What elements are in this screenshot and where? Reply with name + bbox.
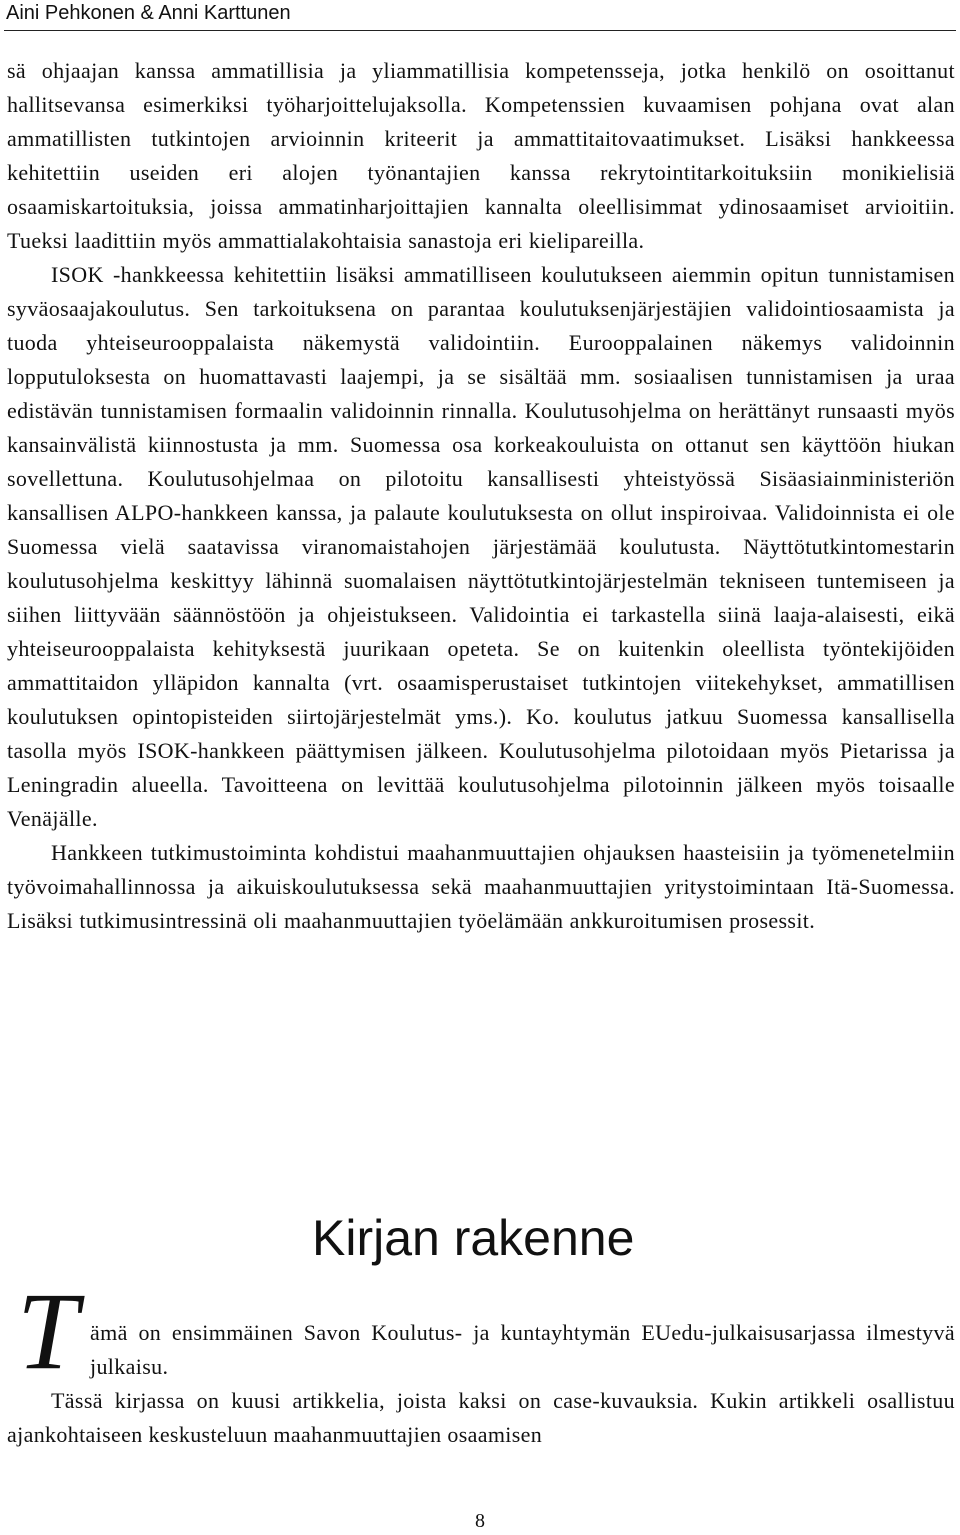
paragraph-1: sä ohjaajan kanssa ammatillisia ja yliammatillisia kompetensseja, jotka henkilö on osoittanut hallitsevansa esimerkiksi työharjoittelujaksolla. Kompetenssien kuvaamisen pohjana ovat alan ammatillisten tutkintojen arvioinnin kriteerit ja ammattitaitovaatimukset. Lisäksi hankkeessa kehitettiin useiden eri alojen työnantajien kanssa rekrytointitarkoituksiin monikielisiä osaamiskartoituksia, joissa ammatinharjoittajien kannalta oleellisimmat ydinosaamiset arvioitiin. Tueksi laadittiin myös ammattialakohtaisia sanastoja eri kielipareilla.	[7, 58, 955, 253]
paragraph-3: Hankkeen tutkimustoiminta kohdistui maahanmuuttajien ohjauksen haasteisiin ja työmenetelmiin työvoimahallinnossa ja aikuiskoulutuksessa sekä maahanmuuttajien yritystoimintaan Itä-Suomessa. Lisäksi tutkimusintressinä oli maahanmuuttajien työelämään ankkuroitumisen prosessit.	[7, 840, 955, 933]
section-heading: Kirjan rakenne	[312, 1210, 635, 1266]
paragraph-2: ISOK -hankkeessa kehitettiin lisäksi ammatilliseen koulutukseen aiemmin opitun tunnistamisen syväosaajakoulutus. Sen tarkoituksena on parantaa koulutuksenjärjestäjien validointiosaamista ja tuoda yhteiseurooppalaista näkemystä validointiin. Eurooppalainen näkemys validoinnin lopputuloksesta on huomattavasti laajempi, ja se sisältää mm. sosiaalisen tunnistamisen ja uraa edistävän tunnistamisen formaalin validoinnin rinnalla. Koulutusohjelma on herättänyt runsaasti myös kansainvälistä kiinnostusta ja mm. Suomessa osa korkeakouluista on ottanut sen käyttöön hiukan sovellettuna. Koulutusohjelmaa on pilotoitu kansallisesti yhteistyössä Sisäasiainministeriön kansallisen ALPO-hankkeen kanssa, ja palaute koulutuksesta on ollut inspiroivaa. Validoinnista ei ole Suomessa vielä saatavissa viranomaistahojen järjestämää koulutusta. Näyttötutkintomestarin koulutusohjelma keskittyy lähinnä suomalaisen näyttötutkintojärjestelmän tekniseen tuntemiseen ja siihen liittyvään säännöstöön ja ohjeistukseen. Validointia ei tarkastella siinä laaja-alaisesti, eikä yhteiseurooppalaista kehityksestä juurikaan opeteta. Se on kuitenkin oleellista työntekijöiden ammattitaidon ylläpidon kannalta (vrt. osaamisperustaiset tutkintojen viitekehykset, ammatillisen koulutuksen opintopisteiden siirtojärjestelmät yms.). Ko. koulutus jatkuu Suomessa kansallisella tasolla myös ISOK-hankkeen päättymisen jälkeen. Koulutusohjelma pilotoidaan myös Pietarissa ja Leningradin alueella. Tavoitteena on levittää koulutusohjelma pilotoinnin jälkeen myös toisaalle Venäjälle.	[7, 262, 955, 831]
page-number: 8	[475, 1510, 485, 1532]
running-header	[4, 0, 956, 31]
drop-cap-letter: T	[17, 1270, 79, 1392]
section-intro	[7, 1316, 955, 1452]
section-second-paragraph: Tässä kirjassa on kuusi artikkelia, joista kaksi on case-kuvauksia. Kukin artikkeli osallistuu ajankohtaiseen keskusteluun maahanmuuttajien osaamisen	[7, 1388, 955, 1447]
running-title: Aini Pehkonen & Anni Karttunen	[6, 2, 291, 24]
body-text	[7, 54, 955, 938]
section-first-paragraph: ämä on ensimmäinen Savon Koulutus- ja kuntayhtymän EUedu-julkaisusarjassa ilmestyvä julkaisu.	[90, 1320, 955, 1379]
